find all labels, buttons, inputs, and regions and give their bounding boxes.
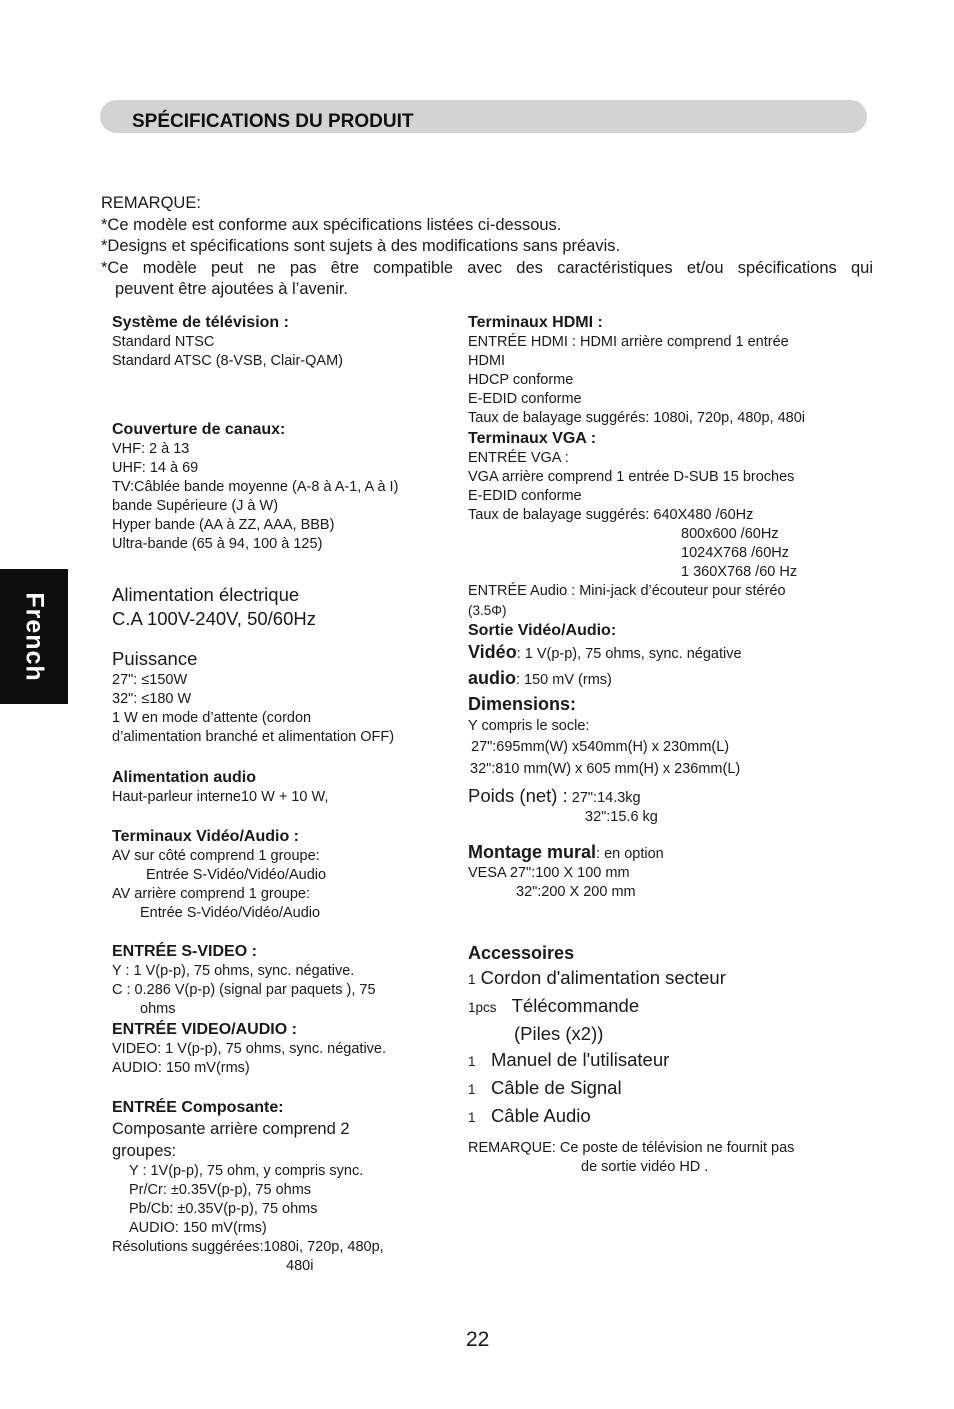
spec-line: AUDIO: 150 mV(rms) bbox=[129, 1220, 267, 1236]
accessory-qty: 1 bbox=[468, 1110, 476, 1125]
spec-line: HDMI bbox=[468, 353, 506, 369]
spec-line: Y : 1 V(p-p), 75 ohms, sync. négative. bbox=[112, 963, 355, 979]
spec-line: Pr/Cr: ±0.35V(p-p), 75 ohms bbox=[129, 1182, 312, 1198]
spec-channels bbox=[112, 419, 452, 554]
note-line: *Designs et spécifications sont sujets à des modifications sans préavis. bbox=[101, 237, 621, 255]
accessory-label: (Piles (x2)) bbox=[514, 1023, 604, 1044]
spec-video-audio bbox=[112, 1019, 452, 1078]
spec-line: 480i bbox=[286, 1258, 314, 1274]
spec-line: UHF: 14 à 69 bbox=[112, 460, 199, 476]
spec-hdmi bbox=[468, 312, 868, 428]
note-line: *Ce modèle peut ne pas être compatible avec des caractéristiques et/ou spécifications qui bbox=[101, 258, 873, 277]
spec-line: Entrée S-Vidéo/Vidéo/Audio bbox=[140, 905, 321, 921]
spec-line: 32":200 X 200 mm bbox=[516, 884, 636, 900]
accessory-note: REMARQUE: Ce poste de télévision ne fournit pas bbox=[468, 1140, 795, 1156]
spec-heading: Dimensions: bbox=[468, 694, 577, 714]
accessory-label: Télécommande bbox=[511, 995, 640, 1016]
spec-line: ENTRÉE VGA : bbox=[468, 450, 569, 466]
spec-av-out bbox=[468, 620, 868, 693]
spec-line: Résolutions suggérées:1080i, 720p, 480p, bbox=[112, 1239, 384, 1255]
spec-line: Y compris le socle: bbox=[468, 718, 590, 734]
spec-line: 32":810 mm(W) x 605 mm(H) x 236mm(L) bbox=[470, 761, 741, 777]
spec-dimensions bbox=[468, 693, 868, 780]
spec-tv-system bbox=[112, 312, 452, 371]
spec-line: 32": ≤180 W bbox=[112, 691, 192, 707]
language-tab bbox=[0, 569, 68, 704]
spec-line: Ultra-bande (65 à 94, 100 à 125) bbox=[112, 536, 323, 552]
note-line: *Ce modèle est conforme aux spécifications listées ci-dessous. bbox=[101, 215, 562, 234]
spec-line: ENTRÉE Audio : Mini-jack d’écouteur pour stéréo bbox=[468, 583, 786, 599]
spec-line: C : 0.286 V(p-p) (signal par paquets ), 75 bbox=[112, 982, 376, 998]
spec-line: Standard ATSC (8-VSB, Clair-QAM) bbox=[112, 353, 343, 369]
spec-line bbox=[468, 841, 868, 864]
wall-mount-option: : en option bbox=[596, 846, 664, 862]
spec-line: groupes: bbox=[112, 1142, 177, 1160]
spec-line: Haut-parleur interne10 W + 10 W, bbox=[112, 789, 329, 805]
page-number: 22 bbox=[466, 1328, 490, 1351]
spec-heading: Terminaux HDMI : bbox=[468, 314, 603, 331]
spec-line: Standard NTSC bbox=[112, 334, 215, 350]
spec-column-left bbox=[112, 312, 452, 1276]
spec-svideo bbox=[112, 941, 452, 1019]
accessory-qty: 1pcs bbox=[468, 1000, 497, 1015]
spec-column-right bbox=[468, 312, 868, 1177]
spec-line bbox=[468, 641, 868, 667]
spec-line: ohms bbox=[140, 1001, 176, 1017]
spec-power-supply bbox=[112, 583, 452, 631]
spec-line: Alimentation électrique bbox=[112, 584, 300, 605]
accessory-item bbox=[468, 1103, 868, 1131]
language-tab-label: French bbox=[20, 591, 49, 682]
spec-line: 27": ≤150W bbox=[112, 672, 188, 688]
spec-line: Hyper bande (AA à ZZ, AAA, BBB) bbox=[112, 517, 335, 533]
spec-line: AV arrière comprend 1 groupe: bbox=[112, 886, 311, 902]
spec-line: 1024X768 /60Hz bbox=[681, 545, 790, 561]
accessory-item bbox=[468, 965, 868, 993]
spec-line: 1 W en mode d’attente (cordon bbox=[112, 710, 312, 726]
accessory-qty: 1 bbox=[468, 1054, 476, 1069]
accessory-qty: 1 bbox=[468, 972, 476, 987]
spec-line: Entrée S-Vidéo/Vidéo/Audio bbox=[146, 867, 327, 883]
spec-heading: Système de télévision : bbox=[112, 314, 289, 331]
spec-line: VHF: 2 à 13 bbox=[112, 441, 190, 457]
accessory-label: Câble de Signal bbox=[490, 1077, 622, 1098]
weight-label: Poids (net) : bbox=[468, 785, 568, 806]
spec-line: HDCP conforme bbox=[468, 372, 574, 388]
spec-heading: Terminaux VGA : bbox=[468, 430, 597, 447]
spec-line: E-EDID conforme bbox=[468, 488, 582, 504]
spec-heading: ENTRÉE S-VIDEO : bbox=[112, 943, 257, 960]
spec-heading: Accessoires bbox=[468, 943, 575, 963]
spec-heading: Alimentation audio bbox=[112, 769, 256, 786]
spec-vga bbox=[468, 428, 868, 620]
spec-line: 32":15.6 kg bbox=[585, 809, 658, 825]
spec-line: VGA arrière comprend 1 entrée D-SUB 15 broches bbox=[468, 469, 795, 485]
spec-line: Taux de balayage suggérés: 1080i, 720p, 480p, 480i bbox=[468, 410, 805, 426]
spec-heading: ENTRÉE VIDEO/AUDIO : bbox=[112, 1021, 297, 1038]
spec-line: Composante arrière comprend 2 bbox=[112, 1120, 350, 1138]
spec-line: Pb/Cb: ±0.35V(p-p), 75 ohms bbox=[129, 1201, 318, 1217]
spec-heading: Montage mural bbox=[468, 842, 597, 862]
spec-line: Taux de balayage suggérés: 640X480 /60Hz bbox=[468, 507, 754, 523]
spec-heading: Terminaux Vidéo/Audio : bbox=[112, 828, 299, 845]
spec-line: TV:Câblée bande moyenne (A-8 à A-1, A à I) bbox=[112, 479, 399, 495]
spec-line: VESA 27":100 X 100 mm bbox=[468, 865, 630, 881]
spec-line: 800x600 /60Hz bbox=[681, 526, 779, 542]
section-title: SPÉCIFICATIONS DU PRODUIT bbox=[132, 111, 414, 132]
spec-accessories bbox=[468, 942, 868, 1177]
audio-value: : 150 mV (rms) bbox=[516, 672, 612, 688]
video-label: Vidéo bbox=[468, 642, 517, 662]
spec-audio-power bbox=[112, 767, 452, 807]
spec-line: bande Supérieure (J à W) bbox=[112, 498, 279, 514]
accessory-item bbox=[468, 1047, 868, 1075]
spec-power bbox=[112, 647, 452, 747]
spec-line bbox=[468, 784, 868, 808]
audio-label: audio bbox=[468, 668, 516, 688]
spec-weight bbox=[468, 784, 868, 827]
spec-line: ENTRÉE HDMI : HDMI arrière comprend 1 entrée bbox=[468, 334, 789, 350]
weight-value: 27":14.3kg bbox=[571, 790, 641, 806]
accessory-qty: 1 bbox=[468, 1082, 476, 1097]
accessory-note: de sortie vidéo HD . bbox=[581, 1159, 709, 1175]
spec-line: AV sur côté comprend 1 groupe: bbox=[112, 848, 320, 864]
spec-line: (3.5Φ) bbox=[468, 603, 507, 618]
video-value: : 1 V(p-p), 75 ohms, sync. négative bbox=[516, 646, 742, 662]
spec-line: 27":695mm(W) x540mm(H) x 230mm(L) bbox=[471, 739, 730, 755]
spec-heading: ENTRÉE Composante: bbox=[112, 1099, 284, 1116]
note-line: peuvent être ajoutées à l’avenir. bbox=[115, 280, 348, 298]
spec-heading: Puissance bbox=[112, 648, 198, 669]
spec-heading: Couverture de canaux: bbox=[112, 421, 286, 438]
spec-line: d’alimentation branché et alimentation OFF) bbox=[112, 729, 395, 745]
notes-block bbox=[101, 193, 873, 301]
spec-line: AUDIO: 150 mV(rms) bbox=[112, 1060, 250, 1076]
spec-line: Y : 1V(p-p), 75 ohm, y compris sync. bbox=[129, 1163, 364, 1179]
spec-wall-mount bbox=[468, 841, 868, 902]
accessory-item bbox=[468, 1021, 868, 1047]
spec-line bbox=[468, 667, 868, 693]
spec-line: VIDEO: 1 V(p-p), 75 ohms, sync. négative. bbox=[112, 1041, 387, 1057]
spec-av-terminals bbox=[112, 826, 452, 923]
accessory-item bbox=[468, 1075, 868, 1103]
notes-heading: REMARQUE: bbox=[101, 194, 201, 212]
spec-line: C.A 100V-240V, 50/60Hz bbox=[112, 608, 316, 629]
spec-line: 1 360X768 /60 Hz bbox=[681, 564, 798, 580]
section-banner bbox=[100, 100, 867, 133]
spec-line: E-EDID conforme bbox=[468, 391, 582, 407]
accessory-label: Manuel de l'utilisateur bbox=[490, 1049, 670, 1070]
accessory-item bbox=[468, 993, 868, 1021]
accessory-label: Câble Audio bbox=[490, 1105, 591, 1126]
accessory-label: Cordon d'alimentation secteur bbox=[480, 967, 726, 988]
spec-heading: Sortie Vidéo/Audio: bbox=[468, 622, 617, 639]
spec-component bbox=[112, 1097, 452, 1276]
